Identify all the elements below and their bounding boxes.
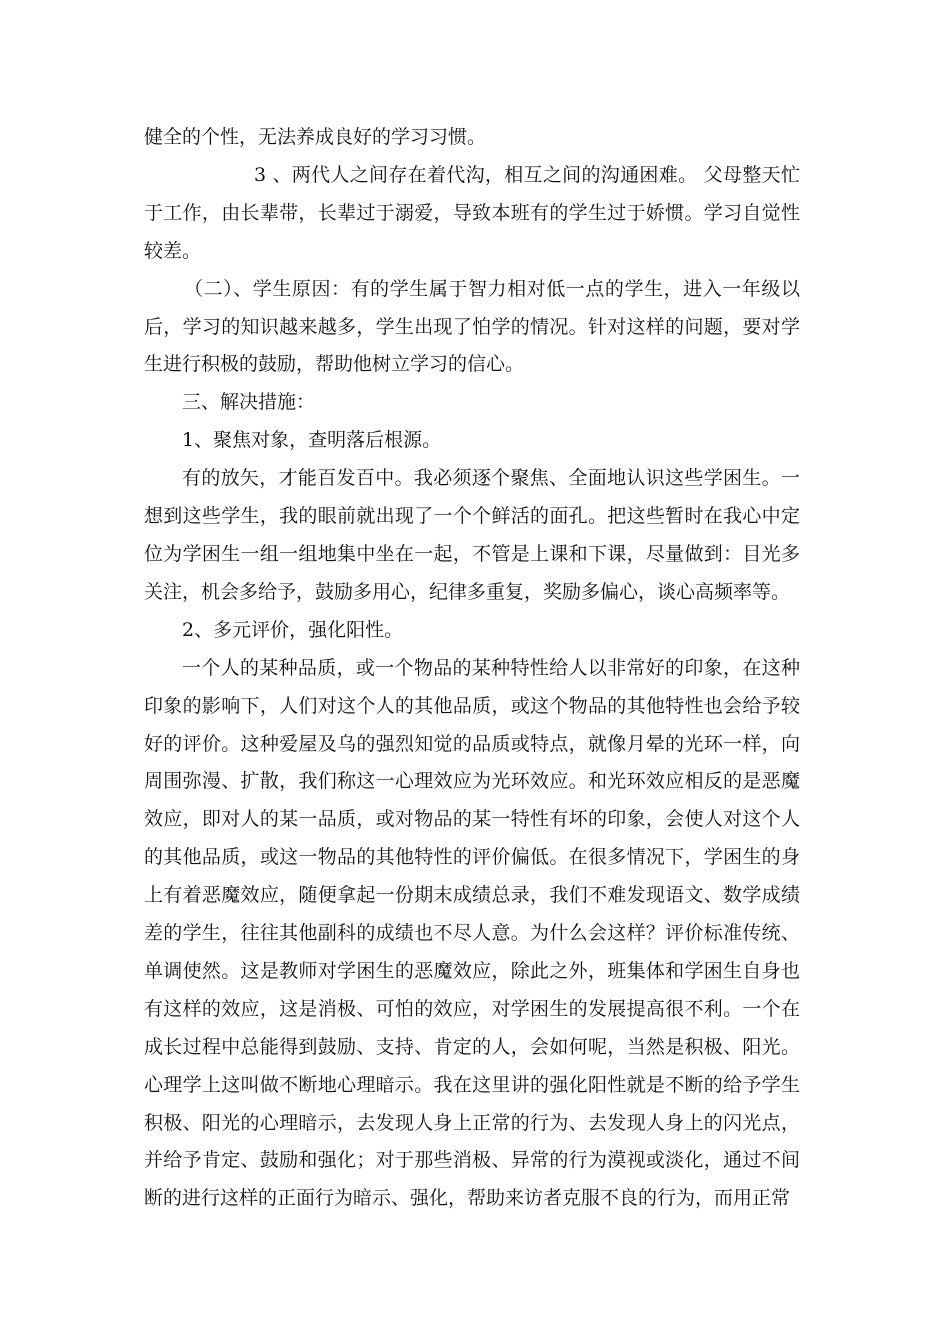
paragraph-continued: 健全的个性，无法养成良好的学习习惯。 [144,126,487,148]
paragraph-item-3: 3 、两代人之间存在着代沟，相互之间的沟通困难。 父母整天忙于工作，由长辈带，长辈过于溺爱，导致本班有的学生过于娇惯。学习自觉性较差。 [144,163,800,262]
section-heading-solutions: 三、解决措施： [182,391,316,414]
paragraph-student-reasons: （二）、学生原因：有的学生属于智力相对低一点的学生，进入一年级以后，学习的知识越来越多，学生出现了怕学的情况。针对这样的问题，要对学生进行积极的鼓励，帮助他树立学习的信心。 [144,277,800,376]
paragraph-focus-target: 有的放矢，才能百发百中。我必须逐个聚焦、全面地认识这些学困生。一想到这些学生，我的眼前就出现了一个个鲜活的面孔。把这些暂时在我心中定位为学困生一组一组地集中坐在一起，不管是上课和下课，尽量做到：目光多关注，机会多给予，鼓励多用心，纪律多重复，奖励多偏心，谈心高频率等。 [144,467,800,603]
subheading-multi-evaluation: 2、多元评价，强化阳性。 [182,618,404,641]
subheading-focus-target: 1、聚焦对象，查明落后根源。 [182,429,442,452]
paragraph-halo-effect: 一个人的某种品质，或一个物品的某种特性给人以非常好的印象，在这种印象的影响下，人们对这个人的其他品质，或这个物品的其他特性也会给予较好的评价。这种爱屋及乌的强烈知觉的品质或特点，就像月晕的光环一样，向周围弥漫、扩散，我们称这一心理效应为光环效应。和光环效应相反的是恶魔效应，即对人的某一品质，或对物品的某一特性有坏的印象，会使人对这个人的其他品质，或这一物品的其他特性的评价偏低。在很多情况下，学困生的身上有着恶魔效应，随便拿起一份期末成绩总录，我们不难发现语文、数学成绩差的学生，往往其他副科的成绩也不尽人意。为什么会这样？评价标准传统、单调使然。这是教师对学困生的恶魔效应，除此之外，班集体和学困生自身也有这样的效应，这是消极、可怕的效应，对学困生的发展提高很不利。一个在成长过程中总能得到鼓励、支持、肯定的人，会如何呢，当然是积极、阳光。心理学上这叫做不断地心理暗示。我在这里讲的强化阳性就是不断的给予学生积极、阳光的心理暗示，去发现人身上正常的行为、去发现人身上的闪光点，并给予肯定、鼓励和强化；对于那些消极、异常的行为漠视或淡化，通过不间断的进行这样的正面行为暗示、强化，帮助来访者克服不良的行为，而用正常 [144,656,800,1210]
document-body [144,119,800,1218]
